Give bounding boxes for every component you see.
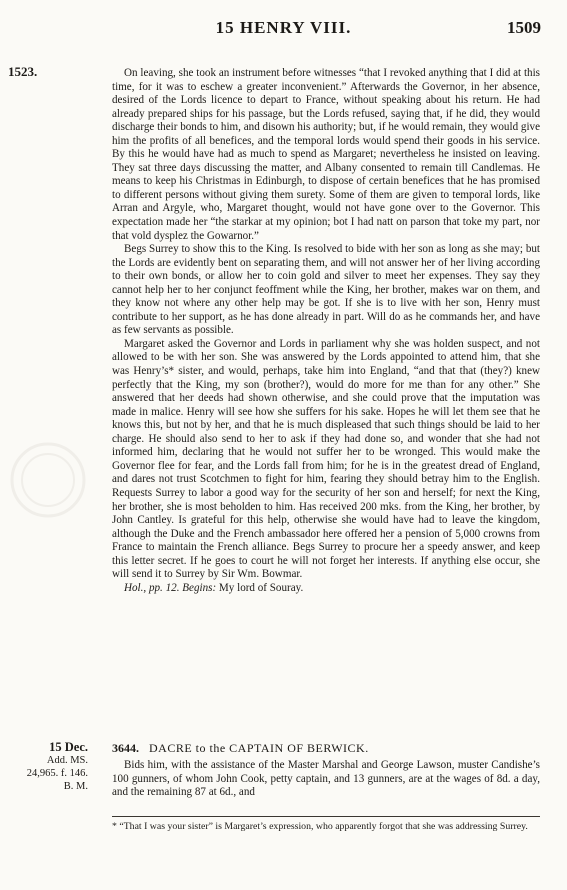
- ms-reference-1: Add. MS.: [46, 755, 88, 766]
- ms-reference-2: 24,965. f. 146.: [26, 768, 88, 779]
- citation-begins-text: My lord of Souray.: [218, 581, 304, 594]
- running-title: 15 HENRY VIII.: [215, 18, 352, 37]
- citation-line: [112, 582, 540, 596]
- footnote-divider: [112, 816, 540, 817]
- entry-number: 3644.: [112, 741, 139, 755]
- year-label: 1523.: [8, 64, 38, 79]
- running-header: [0, 18, 567, 38]
- entry-title: DACRE to the CAPTAIN OF BERWICK.: [149, 741, 369, 755]
- paragraph-3: Margaret asked the Governor and Lords in parliament why she was holden suspect, and not allowed to be with her son. She was answered by the Lords appointed to attend him, that she was Henry’s* sister, and would, perhaps, take him into England, “and that that (they?) knew perfectly that the King, my son (brother?), would do more for me than for any other.” She answered that her deeds had shown otherwise, and she could prove that the imputation was made in malice. Henry will see how she suffers for his sake. Hopes he will let them see that he knows this, but not by her, and that he is much displeased that such things should be laid to her charge. He should also send to her to ask if they had done so, and wonder that she had not informed him, declaring that he would not suffer her to be wronged. This would make the Governor flee for fear, and the Lords fall from him; for he is in the greatest dread of England, and dares not trust Scotchmen to fight for him, fearing they should betray him to the English. Requests Surrey to labor a good way for the security of her son and herself; for next the King, her brother, she is most beholden to him. Has received 200 mks. from the King, her brother, by John Cantley. Is grateful for this help, otherwise she would have had to leave the kingdom, although the Duke and the French ambassador here offered her a pension of 5,000 crowns from France to maintain the French alliance. Begs Surrey to procure her a speedy answer, and keep this letter secret. If he goes to court he will not forget her interests. If anything else occur, she will send it to Surrey by Sir Wm. Bowmar.: [112, 337, 540, 581]
- letter-body: [112, 67, 540, 595]
- watermark-seal-icon: [8, 330, 88, 630]
- entry-paragraph: Bids him, with the assistance of the Master Marshal and George Lawson, muster Candishe’s 100 gunners, of whom John Cook, petty captain, and 13 gunners, are at the wages of 8d. a day, and the remaining 87 at 6d., and: [112, 759, 540, 799]
- page-number: 1509: [507, 18, 541, 37]
- entry-heading: [112, 741, 542, 755]
- entry-body: [112, 759, 540, 800]
- entry-margin-notes: [8, 741, 88, 793]
- paragraph-1: On leaving, she took an instrument before witnesses “that I revoked anything that I did at this time, for it was to eschew a greater inconvenient.” Afterwards the Governor, in her absence, desired of the Lords licence to depart to France, without speaking about his return. He had already prepared ships for his passage, but the Lords refused, saying that, if he did, they would discharge their bonds to him, and disown his authority; but, if he would remain, they would give him the profits of all benefices, and the temporal lords would spend their goods in his service. By this he would have had as much to spend as Margaret; nevertheless he insisted on leaving. They sat three days discussing the matter, and Albany consented to remain till Candlemas. He means to keep his Christmas in Edinburgh, to dispose of certain benefices that he has promised to different persons without giving them surety. Some of them are given to temporal lords, like Arran and Argyle, who, Margaret thought, would not have gone over to the Governor. This expectation made her “the starkar at my opinion; bot I had natt on parson that toke my part, nor that vold dysplez the Gowarnor.”: [112, 67, 540, 242]
- citation-source: Hol., pp. 12.: [124, 581, 180, 594]
- paragraph-2: Begs Surrey to show this to the King. Is resolved to bide with her son as long as she may; but the Lords are evidently bent on separating them, and will not answer her of her living according to their own bonds, or allow her to coin gold and silver to meet her expenses. They say they cannot help her to her conjunct feoffment while the King, her brother, makes war on them, and they know not where any other help may be got. If she is to live with her son, Henry must contribute to her support, as he has done already in part. Will do as he commands her, and have as few servants as possible.: [112, 243, 540, 337]
- citation-begins-label: Begins:: [182, 581, 217, 594]
- ms-reference-3: B. M.: [63, 781, 88, 792]
- footnote: * “That I was your sister” is Margaret’s expression, who apparently forgot that she was addressing Surrey.: [112, 821, 528, 832]
- entry-date: 15 Dec.: [49, 740, 88, 754]
